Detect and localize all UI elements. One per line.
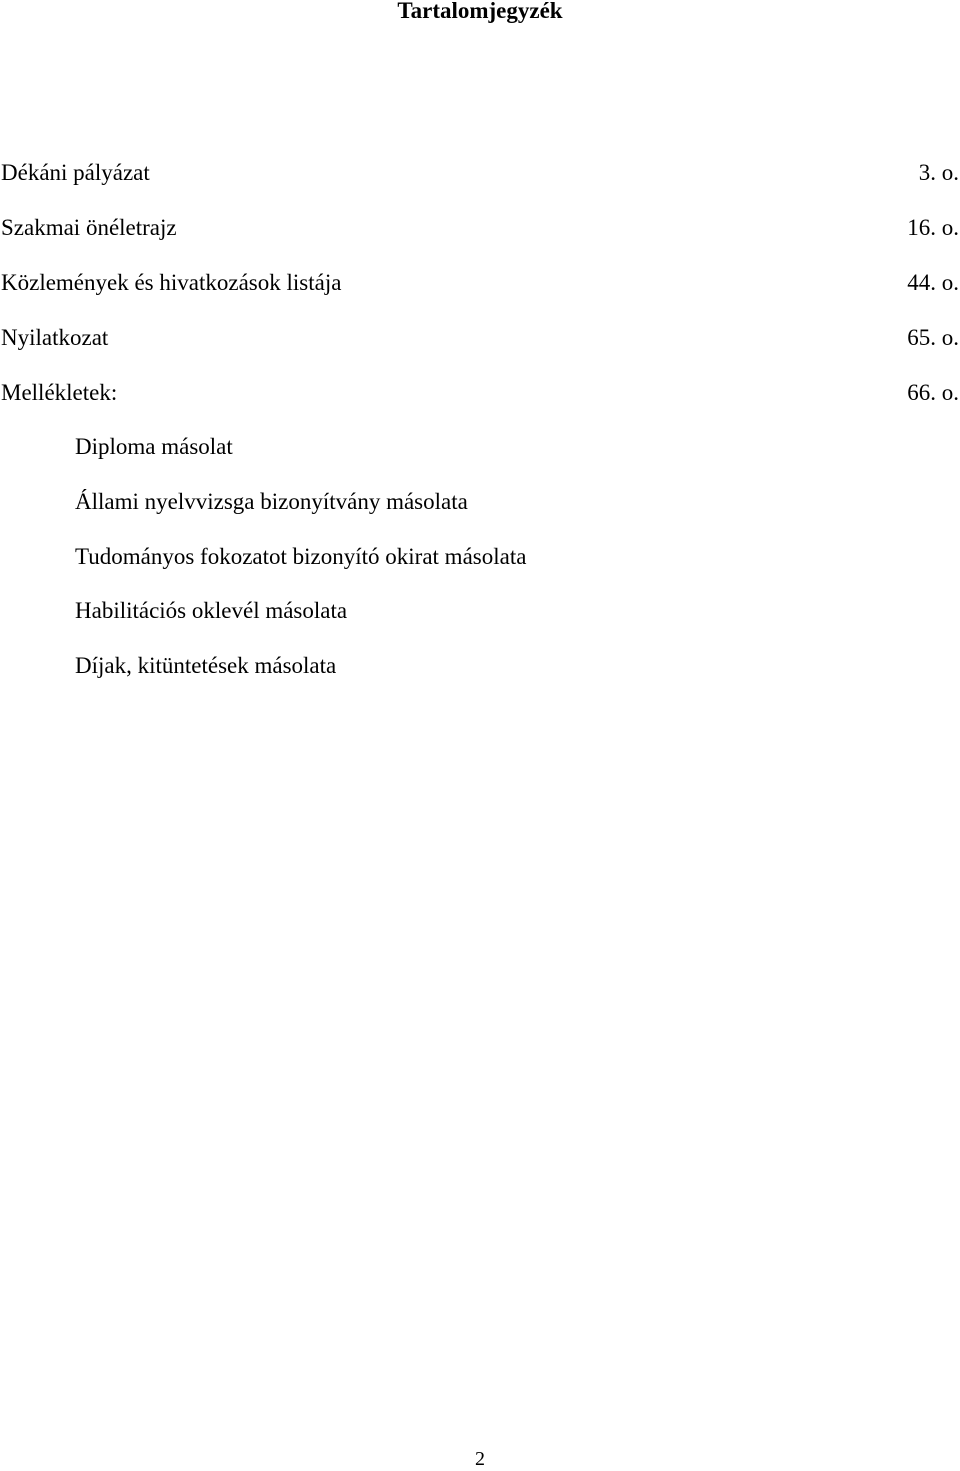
page-title: Tartalomjegyzék — [397, 0, 563, 23]
toc-entry-label: Nyilatkozat — [1, 325, 109, 350]
toc-entry-page: 3. o. — [918, 160, 959, 185]
attachment-item: Habilitációs oklevél másolata — [75, 598, 348, 623]
attachment-item: Diploma másolat — [75, 434, 233, 459]
attachment-item: Állami nyelvvizsga bizonyítvány másolata — [75, 489, 468, 514]
toc-entry-mellekletek — [0, 379, 960, 407]
toc-entry-szakmai-oneletrajz — [0, 214, 960, 242]
toc-entry-kozlemenyek — [0, 269, 960, 297]
toc-entry-page: 44. o. — [907, 270, 959, 295]
attachment-item: Tudományos fokozatot bizonyító okirat másolata — [75, 544, 527, 569]
toc-entry-page: 16. o. — [907, 215, 959, 240]
toc-entry-page: 65. o. — [907, 325, 959, 350]
toc-entry-dekani-palyazat — [0, 159, 960, 187]
toc-entry-nyilatkozat — [0, 324, 960, 352]
toc-entry-label: Dékáni pályázat — [1, 160, 150, 185]
page-number: 2 — [475, 1448, 485, 1470]
attachment-item: Díjak, kitüntetések másolata — [75, 653, 337, 678]
toc-entry-page: 66. o. — [907, 380, 959, 405]
toc-entry-label: Szakmai önéletrajz — [1, 215, 177, 240]
toc-entry-label: Közlemények és hivatkozások listája — [1, 270, 342, 295]
toc-entry-label: Mellékletek: — [1, 380, 118, 405]
